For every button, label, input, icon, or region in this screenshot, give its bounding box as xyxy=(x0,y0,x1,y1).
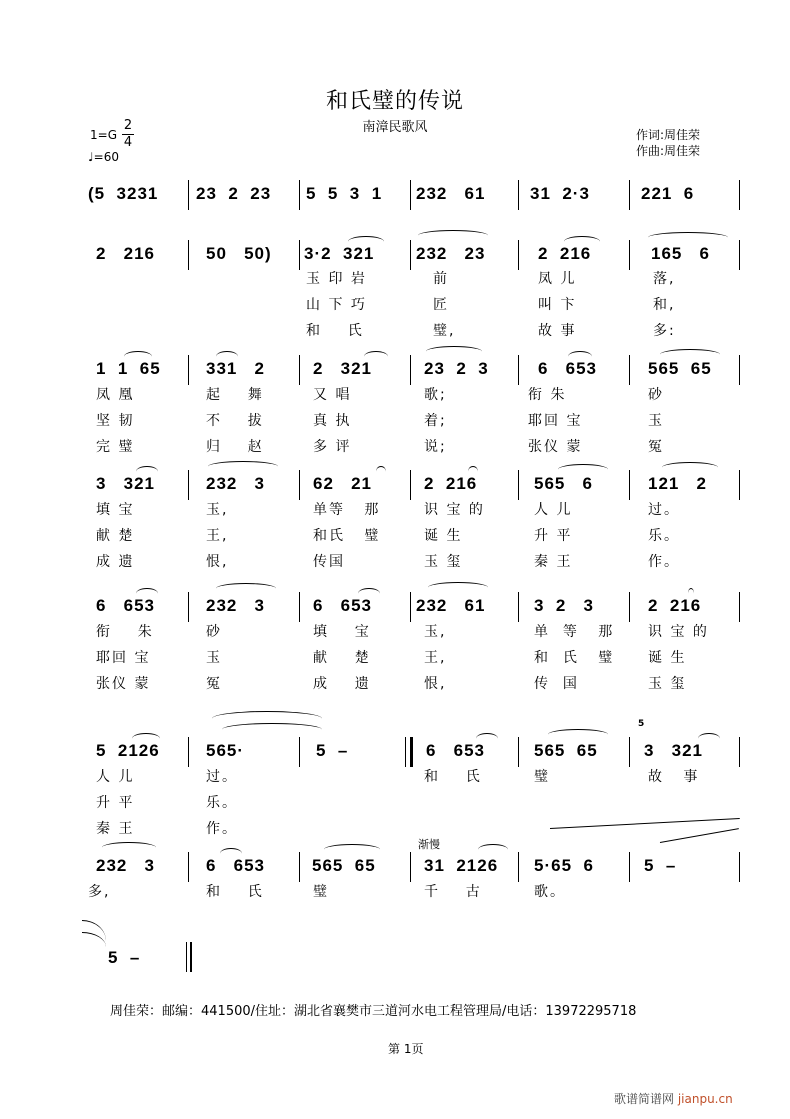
measure: 3 321 xyxy=(96,474,155,493)
lyric: 王, xyxy=(424,650,447,666)
lyric: 归 赵 xyxy=(206,439,264,455)
lyric: 和 氏 xyxy=(424,769,482,785)
lyric: 玉, xyxy=(424,624,447,640)
lyric: 单等 那 xyxy=(313,502,381,518)
lyric: 成 遗 xyxy=(96,554,135,570)
lyric: 和 氏 xyxy=(306,323,364,339)
measure: 31 2126 xyxy=(424,856,499,875)
lyric: 升 平 xyxy=(96,795,135,811)
lyric: 匠 xyxy=(433,297,449,313)
measure: 3·2 321 xyxy=(304,244,375,263)
final-barline xyxy=(186,942,192,972)
measure: 5 5 3 1 xyxy=(306,184,383,203)
lyric: 识 宝 的 xyxy=(648,624,709,640)
lyric: 秦 王 xyxy=(534,554,573,570)
lyric: 乐。 xyxy=(206,795,238,811)
page-number: 第 1页 xyxy=(388,1042,424,1056)
repeat-barline xyxy=(405,737,413,767)
measure: 5 – xyxy=(644,856,677,875)
measure: 3 2 3 xyxy=(534,596,594,615)
measure: 1 1 65 xyxy=(96,359,161,378)
measure: 232 3 xyxy=(96,856,155,875)
lyric: 玉 xyxy=(206,650,222,666)
measure: 232 3 xyxy=(206,596,265,615)
lyric: 耶回 宝 xyxy=(528,413,583,429)
lyric: 玉 印 岩 xyxy=(306,271,367,287)
lyric: 张仪 蒙 xyxy=(528,439,583,455)
lyric: 又 唱 xyxy=(313,387,352,403)
lyric: 人 儿 xyxy=(534,502,573,518)
measure: 565· xyxy=(206,741,245,760)
lyric: 故 事 xyxy=(538,323,577,339)
measure: 2 216 xyxy=(96,244,155,263)
lyric: 真 执 xyxy=(313,413,352,429)
credits xyxy=(636,127,700,159)
lyric: 恨, xyxy=(424,676,447,692)
lyricist: 作词:周佳荣 xyxy=(636,128,701,142)
measure: 5 2126 xyxy=(96,741,160,760)
lyric: 过。 xyxy=(648,502,680,518)
lyric: 传国 xyxy=(313,554,345,570)
contact-info: 周佳荣：邮编：441500/住址：湖北省襄樊市三道河水电工程管理局/电话：13972295718 xyxy=(110,1004,637,1019)
lyric: 和 氏 璧 xyxy=(534,650,615,666)
measure: 6 653 xyxy=(538,359,597,378)
lyric: 玉 玺 xyxy=(424,554,463,570)
measure: 232 3 xyxy=(206,474,265,493)
time-signature xyxy=(122,119,134,150)
measure: 121 2 xyxy=(648,474,707,493)
lyric: 成 遗 xyxy=(313,676,371,692)
lyric: 乐。 xyxy=(648,528,680,544)
measure: 50 50) xyxy=(206,244,272,263)
time-top: 2 xyxy=(123,118,133,133)
tempo-instruction: 渐慢 xyxy=(418,838,440,851)
lyric: 砂 xyxy=(648,387,664,403)
lyric: 过。 xyxy=(206,769,238,785)
measure: 6 653 xyxy=(426,741,485,760)
lyric: 传 国 xyxy=(534,676,579,692)
lyric: 衔 朱 xyxy=(96,624,154,640)
lyric: 作。 xyxy=(648,554,680,570)
measure: 565 6 xyxy=(534,474,593,493)
lyric: 张仪 蒙 xyxy=(96,676,151,692)
lyric: 填 宝 xyxy=(96,502,135,518)
lyric: 落, xyxy=(653,271,676,287)
grace-note: 5 xyxy=(638,719,645,729)
lyric: 完 璧 xyxy=(96,439,135,455)
lyric: 作。 xyxy=(206,821,238,837)
lyric: 升 平 xyxy=(534,528,573,544)
measure: 2 216 xyxy=(424,474,478,493)
lyric: 起 舞 xyxy=(206,387,264,403)
lyric: 前 xyxy=(433,271,449,287)
measure: 5 – xyxy=(108,948,141,967)
lyric: 恨, xyxy=(206,554,229,570)
lyric: 和 氏 xyxy=(206,884,264,900)
lyric: 凤 凰 xyxy=(96,387,135,403)
measure: 221 6 xyxy=(641,184,695,203)
lyric: 和氏 璧 xyxy=(313,528,381,544)
tempo-marking xyxy=(88,150,119,164)
measure: 565 65 xyxy=(312,856,376,875)
lyric: 玉 xyxy=(648,413,664,429)
measure: 5·65 6 xyxy=(534,856,594,875)
lyric: 冤 xyxy=(648,439,664,455)
measure: 6 653 xyxy=(313,596,372,615)
lyric: 多, xyxy=(88,884,111,900)
lyric: 坚 韧 xyxy=(96,413,135,429)
lyric: 冤 xyxy=(206,676,222,692)
measure: 6 653 xyxy=(206,856,265,875)
measure: 2 321 xyxy=(313,359,372,378)
watermark-text: 歌谱简谱网 xyxy=(614,1092,678,1106)
measure: 6 653 xyxy=(96,596,155,615)
lyric: 歌。 xyxy=(534,884,566,900)
lyric: 秦 王 xyxy=(96,821,135,837)
lyric: 识 宝 的 xyxy=(424,502,485,518)
lyric: 不 拔 xyxy=(206,413,264,429)
lyric: 凤 儿 xyxy=(538,271,577,287)
lyric: 衔 朱 xyxy=(528,387,567,403)
measure: 31 2·3 xyxy=(530,184,590,203)
lyric: 砂 xyxy=(206,624,222,640)
measure: 62 21 xyxy=(313,474,372,493)
measure: 3 321 xyxy=(644,741,703,760)
lyric: 叫 卞 xyxy=(538,297,577,313)
measure: 23 2 3 xyxy=(424,359,489,378)
lyric: 说; xyxy=(424,439,447,455)
lyric: 和, xyxy=(653,297,676,313)
lyric: 璧, xyxy=(433,323,456,339)
lyric: 诞 生 xyxy=(648,650,687,666)
quarter-note-icon: ♩ xyxy=(88,150,94,164)
measure: (5 3231 xyxy=(88,184,159,203)
lyric: 王, xyxy=(206,528,229,544)
lyric: 多 评 xyxy=(313,439,352,455)
measure: 232 23 xyxy=(416,244,486,263)
song-title: 和氏璧的传说 xyxy=(325,89,464,114)
measure: 565 65 xyxy=(534,741,598,760)
measure: 165 6 xyxy=(651,244,710,263)
lyric: 璧 xyxy=(313,884,329,900)
measure: 5 – xyxy=(316,741,349,760)
lyric: 玉 玺 xyxy=(648,676,687,692)
measure: 232 61 xyxy=(416,184,486,203)
watermark-url: jianpu.cn xyxy=(677,1092,733,1106)
lyric: 歌; xyxy=(424,387,447,403)
measure: 331 2 xyxy=(206,359,265,378)
composer: 作曲:周佳荣 xyxy=(636,144,701,158)
key-signature: 1=G xyxy=(90,128,117,142)
lyric: 献 楚 xyxy=(96,528,135,544)
lyric: 故 事 xyxy=(648,769,700,785)
measure: 2 216 xyxy=(538,244,592,263)
lyric: 千 古 xyxy=(424,884,482,900)
lyric: 单 等 那 xyxy=(534,624,615,640)
lyric: 山 下 巧 xyxy=(306,297,367,313)
time-bottom: 4 xyxy=(123,135,133,150)
lyric: 人 儿 xyxy=(96,769,135,785)
lyric: 玉, xyxy=(206,502,229,518)
lyric: 填 宝 xyxy=(313,624,371,640)
lyric: 献 楚 xyxy=(313,650,371,666)
watermark xyxy=(614,1090,733,1107)
lyric: 着; xyxy=(424,413,447,429)
measure: 565 65 xyxy=(648,359,712,378)
lyric: 耶回 宝 xyxy=(96,650,151,666)
tempo-value: =60 xyxy=(93,150,119,164)
song-subtitle: 南漳民歌风 xyxy=(362,120,428,135)
lyric: 诞 生 xyxy=(424,528,463,544)
measure: 232 61 xyxy=(416,596,486,615)
measure: 2 216 xyxy=(648,596,702,615)
measure: 23 2 23 xyxy=(196,184,272,203)
lyric: 璧 xyxy=(534,769,550,785)
lyric: 多: xyxy=(653,323,676,339)
